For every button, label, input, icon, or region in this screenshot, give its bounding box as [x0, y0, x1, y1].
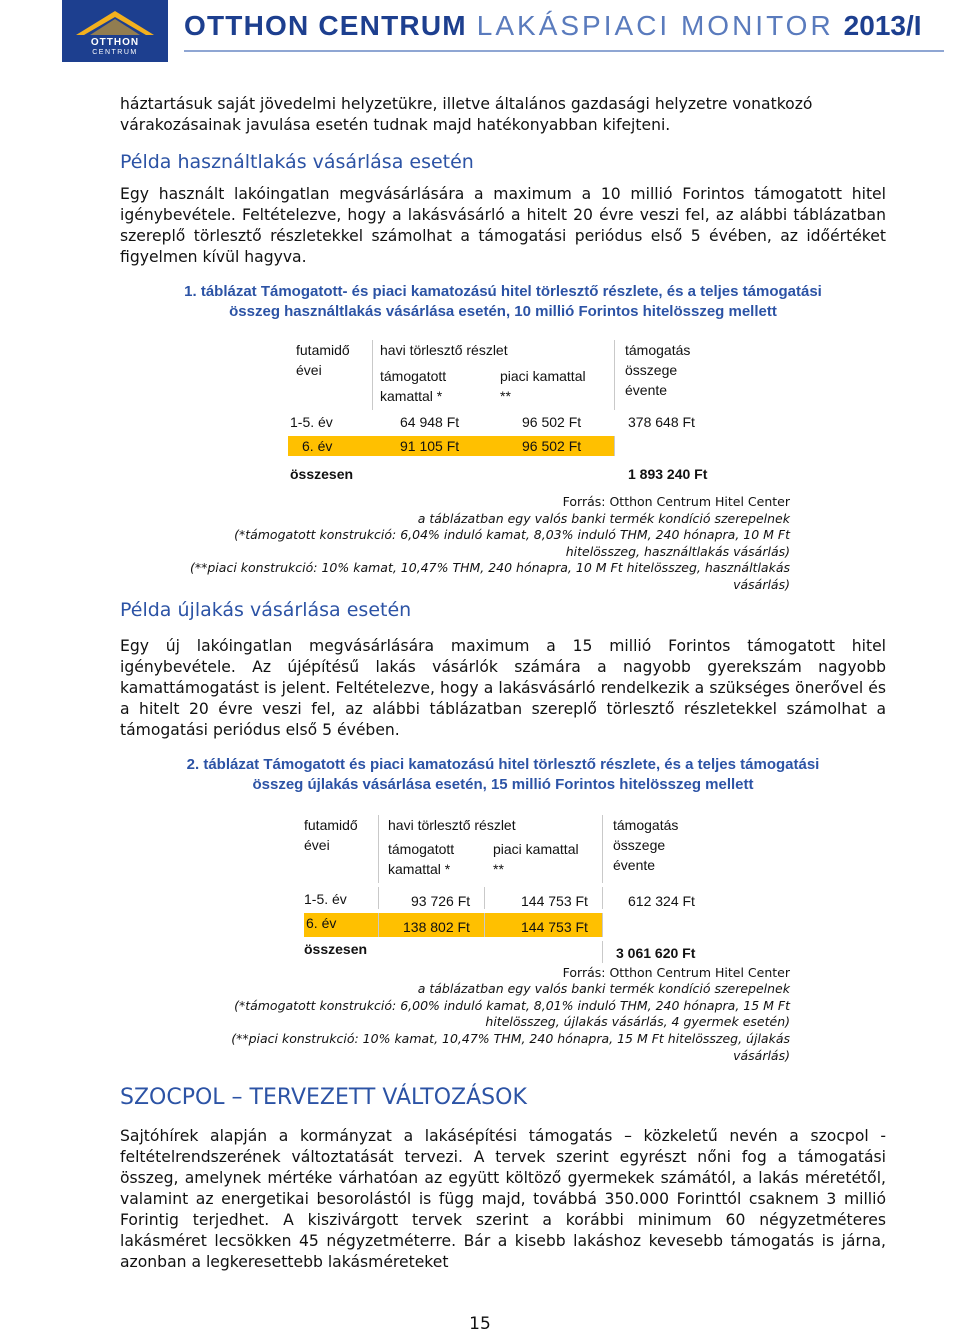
table1 [120, 340, 886, 490]
otthon-centrum-logo [62, 0, 168, 62]
logo-line-2: CENTRUM [92, 49, 138, 56]
used-home-heading: Példa használtlakás vásárlása esetén [120, 151, 474, 173]
table2-caption-line-1: 2. táblázat Támogatott és piaci kamatozású hitel törlesztő részlete, és a teljes támogatási [186, 755, 820, 773]
table1-header-market: piaci kamattal ** [500, 368, 586, 404]
table1-row1-total: 378 648 Ft [628, 414, 695, 430]
table1-note-3a: (**piaci konstrukció: 10% kamat, 10,47% THM, 240 hónapra, 10 M Ft hitelösszeg, használtlakás [190, 560, 790, 576]
table2-header-total: támogatás összege évente [613, 816, 679, 873]
table2-note-2b: hitelösszeg, újlakás vásárlás, 4 gyermek esetén) [485, 1014, 790, 1030]
table2-row1-period: 1-5. év [304, 890, 347, 907]
table2-row1-subsidized: 93 726 Ft [411, 892, 471, 909]
page-header [0, 0, 960, 64]
table2-row2-subsidized: 138 802 Ft [403, 918, 470, 935]
used-home-paragraph: Egy használt lakóingatlan megvásárlására a maximum a 10 millió Forintos támogatott hitel igénybevétele. Feltételezve, hogy a lakásvásárló a hitelt 20 évre veszi fel, az alábbi táblázatban szereplő törlesztő részletekkel számolhat a támogatási periódus első 5 évében, az időértéket figyelmen kívül hagyva. [120, 185, 886, 266]
table1-caption-line-1: 1. táblázat Támogatott- és piaci kamatozású hitel törlesztő részlete, és a teljes támogatási [184, 283, 822, 300]
szocpol-heading: SZOCPOL – TERVEZETT VÁLTOZÁSOK [120, 1085, 527, 1111]
table2-col-divider [602, 815, 603, 883]
table2-caption-line-2: összeg újlakás vásárlása esetén, 15 millió Forintos hitelösszeg mellett [252, 775, 754, 793]
table1-header-total: támogatás összege évente [625, 342, 691, 398]
table2-row1-market: 144 753 Ft [521, 892, 588, 909]
table2-header-installment: havi törlesztő részlet [388, 816, 516, 833]
table1-header-installment: havi törlesztő részlet [380, 342, 508, 358]
table2-header-subsidized: támogatott kamattal * [388, 840, 455, 877]
table2-col-divider [602, 913, 603, 937]
table1-row2-market: 96 502 Ft [522, 438, 582, 454]
table1-row1-period: 1-5. év [290, 414, 333, 430]
logo-line-1: OTTHON [90, 37, 140, 48]
new-home-heading: Példa újlakás vásárlása esetén [120, 598, 412, 621]
house-roof-icon [74, 10, 156, 36]
table1-source: Forrás: Otthon Centrum Hitel Center [562, 494, 790, 509]
intro-line-2: várakozásainak javulása esetén tudnak majd hatékonyabban kifejteni. [120, 116, 671, 134]
table1-notes [120, 494, 790, 594]
szocpol-paragraph: Sajtóhírek alapján a kormányzat a lakásépítési támogatás – közkeletű nevén a szocpol - feltételrendszerének változtatását tervezi. A tervek szerint egyrészt nőni fog a támogatási összeg, amelynek mértéke várhatóan az együtt költöző gyermekek számától, a lakás méretétől, valamint az energetikai besorolástól is függ majd, továbbá 350.000 Forinttól csaknem 3 millió Forintig terjedhet. A kiszivárgott tervek szerint a korábbi minimum 60 négyzetméteres lakásméret lecsökken 45 négyzetméterre. Bár a kisebb lakáshoz kevesebb támogatás is járna, azonban a legkeresettebb lakásméreteket [120, 1127, 886, 1272]
brand-name: OTTHON CENTRUM [184, 10, 467, 41]
table1-col-divider [614, 436, 615, 456]
table2-col-divider [602, 941, 603, 963]
table2-row1-total: 612 324 Ft [628, 892, 695, 909]
table1-row1-subsidized: 64 948 Ft [400, 414, 460, 430]
table1-header-subsidized: támogatott kamattal * [380, 368, 447, 404]
table2-row2-period: 6. év [306, 914, 337, 931]
table2-header-period: futamidő évei [304, 816, 358, 853]
header-title [184, 4, 922, 48]
page-number: 15 [469, 1314, 491, 1334]
table2-row2-market: 144 753 Ft [521, 918, 588, 935]
table1-note-2b: hitelösszeg, használtlakás vásárlás) [565, 543, 790, 559]
intro-line-1: háztartásuk saját jövedelmi helyzetükre, illetve általános gazdasági helyzetre vonatkozó [120, 95, 813, 113]
table2 [120, 815, 886, 963]
table1-row1-market: 96 502 Ft [522, 414, 582, 430]
table2-header-market: piaci kamattal ** [493, 840, 579, 877]
table1-row2-subsidized: 91 105 Ft [400, 438, 460, 454]
table1-note-2a: (*támogatott konstrukció: 6,04% induló kamat, 8,03% induló THM, 240 hónapra, 10 M Ft [234, 527, 790, 543]
table2-total-value: 3 061 620 Ft [616, 944, 696, 961]
product-name: LAKÁSPIACI MONITOR [476, 10, 834, 41]
table2-caption [133, 755, 873, 795]
table1-total-label: összesen [290, 466, 354, 482]
table1-col-divider [614, 340, 615, 410]
table2-total-label: összesen [304, 940, 368, 957]
table1-caption [133, 282, 873, 322]
table1-note-1: a táblázatban egy valós banki termék kondíció szerepelnek [417, 510, 790, 526]
new-home-paragraph: Egy új lakóingatlan megvásárlására maximum a 15 millió Forintos támogatott hitel igénybevétele. Az újépítésű lakás vásárlók számára a nagyobb gyerekszám nagyobb kamattámogatást is jelent. Feltételezve, hogy a lakásvásárló rendelkezik a szükséges önerővel és a hitelt 20 évre veszi fel, az alábbi táblázatban szereplő törlesztő részletekkel számolhat a támogatási periódus első 5 évében. [120, 636, 886, 739]
table1-col-divider [372, 340, 373, 410]
table2-note-1: a táblázatban egy valós banki termék kondíció szerepelnek [417, 981, 790, 997]
table2-col-divider [378, 913, 379, 937]
page-content [120, 90, 886, 1273]
table2-col-divider [484, 913, 485, 937]
table2-note-2a: (*támogatott konstrukció: 6,00% induló kamat, 8,01% induló THM, 240 hónapra, 15 M Ft [234, 997, 790, 1013]
table2-notes [120, 965, 790, 1065]
table1-row2-period: 6. év [302, 438, 333, 454]
issue-year: 2013/I [843, 10, 922, 41]
table2-col-divider [378, 887, 379, 909]
table1-caption-line-2: összeg használtlakás vásárlása esetén, 10 millió Forintos hitelösszeg mellett [229, 303, 777, 320]
table1-note-3b: vásárlás) [733, 576, 790, 592]
table2-note-3a: (**piaci konstrukció: 10% kamat, 10,47% THM, 240 hónapra, 15 M Ft hitelösszeg, újlakás [231, 1030, 790, 1046]
table2-col-divider [484, 887, 485, 909]
table2-source: Forrás: Otthon Centrum Hitel Center [562, 964, 790, 980]
table1-total-value: 1 893 240 Ft [628, 466, 708, 482]
header-rule [184, 50, 944, 52]
table1-header-period: futamidő évei [296, 342, 350, 378]
table2-col-divider [378, 815, 379, 883]
table2-col-divider [602, 887, 603, 909]
intro-paragraph [120, 94, 886, 136]
table2-note-3b: vásárlás) [733, 1047, 790, 1063]
